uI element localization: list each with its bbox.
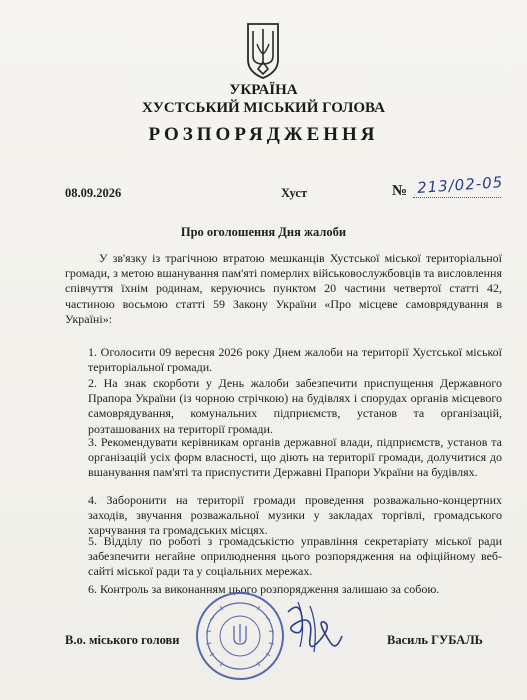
list-item: 3. Рекомендувати керівникам органів державної влади, підприємств, установ та організацій усіх форм власності, що діють на території громади, долучитися до вшанування пам'яті та приспустити Державні Прапори України на будівлях. <box>88 435 502 480</box>
document-city: Хуст <box>281 186 308 200</box>
number-underline <box>413 197 501 198</box>
document-subject: Про оголошення Дня жалоби <box>180 225 347 239</box>
country-heading: УКРАЇНА <box>229 82 298 98</box>
number-label: № <box>392 183 408 199</box>
preamble-paragraph: У зв'язку із трагічною втратою мешканців Хустської міської територіальної громади, з метою вшанування пам'яті померлих військовослужбовців та висловлення співчуття їхнім родинам, керуючись пунктом 20 частини четвертої статті 42, частиною восьмою статті 59 Закону України «Про місцеве самоврядування в Україні»: <box>65 251 502 326</box>
list-item: 2. На знак скорботи у День жалоби забезпечити приспущення Державного Прапора України (із чорною стрічкою) на будівлях і спорудах органів місцевого самоврядування, комунальних підприємств, установ та організацій, розташованих на території громади. <box>88 376 502 436</box>
list-item: 6. Контроль за виконанням цього розпорядження залишаю за собою. <box>88 582 440 596</box>
handwritten-signature-icon <box>280 592 350 662</box>
office-heading: ХУСТСЬКИЙ МІСЬКИЙ ГОЛОВА <box>142 100 385 116</box>
list-item: 5. Відділу по роботі з громадськістю управління секретаріату міської ради забезпечити негайне оприлюднення цього розпорядження на офіційному веб-сайті міської ради та у соціальних мережах. <box>88 534 502 579</box>
list-item: 4. Заборонити на території громади проведення розважально-концертних заходів, звучання розважальної музики у закладах торгівлі, громадського харчування та громадських місцях. <box>88 493 502 538</box>
official-stamp-icon <box>194 590 286 682</box>
document-type-heading: РОЗПОРЯДЖЕННЯ <box>148 124 379 145</box>
signatory-position: В.о. міського голови <box>65 633 180 647</box>
signatory-name: Василь ГУБАЛЬ <box>387 633 483 647</box>
list-item: 1. Оголосити 09 вересня 2026 року Днем жалоби на території Хустської міської територіальної громади. <box>88 345 502 375</box>
trident-emblem-icon <box>245 22 281 80</box>
document-date: 08.09.2026 <box>65 186 122 200</box>
document-number: 213/02-05 <box>416 173 504 197</box>
